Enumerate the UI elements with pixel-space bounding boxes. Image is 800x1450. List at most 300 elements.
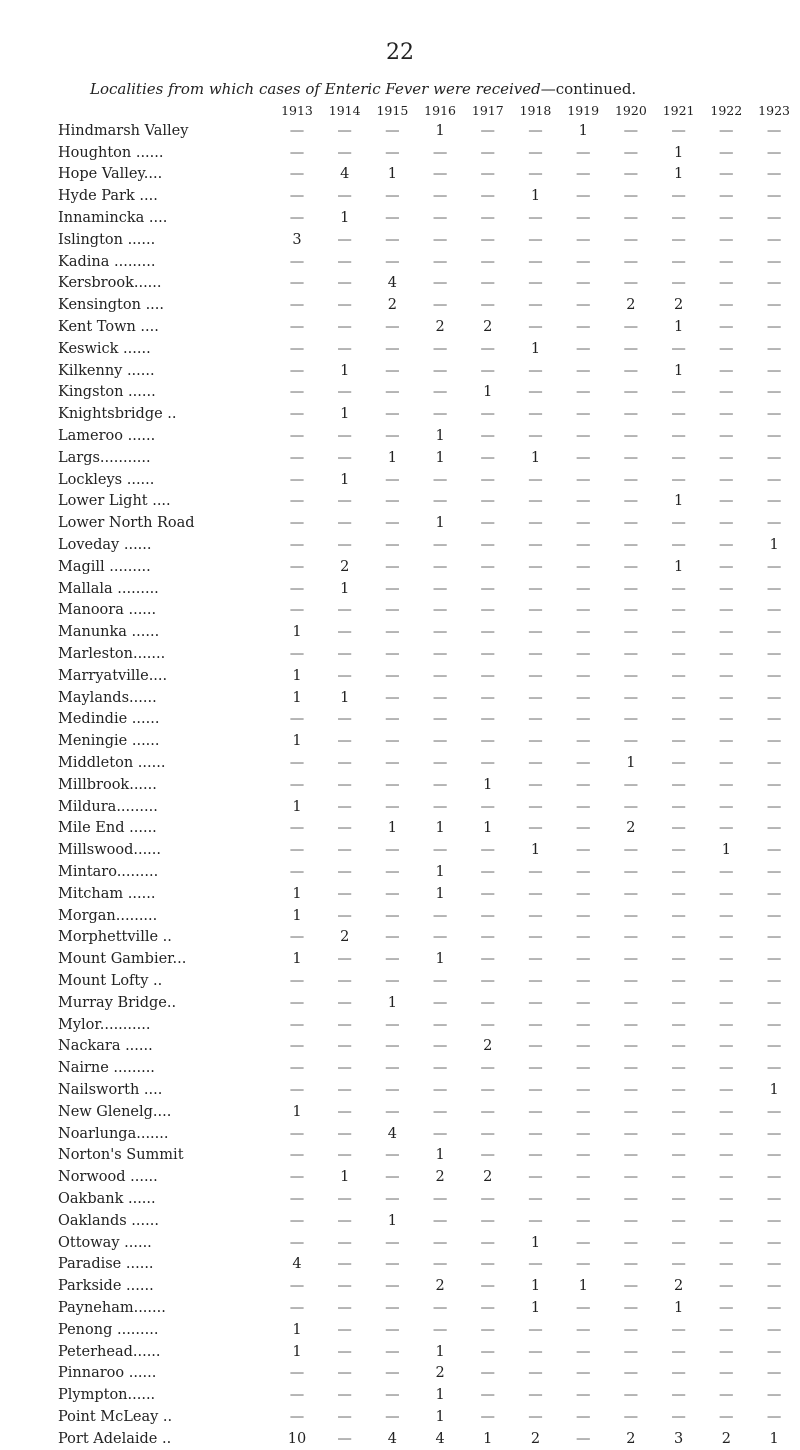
locality-name: Mylor........... xyxy=(58,1016,151,1033)
case-count-1914: — xyxy=(337,122,352,139)
case-count-1923: — xyxy=(766,820,782,837)
case-count-1917: — xyxy=(480,1190,496,1207)
case-count-1916: 2 xyxy=(435,1365,445,1382)
case-count-1913: 1 xyxy=(292,1103,302,1120)
case-count-1923: — xyxy=(766,602,782,619)
year-header-1916: 1916 xyxy=(424,102,456,118)
case-count-1913: — xyxy=(289,972,305,989)
case-count-1915: — xyxy=(385,122,400,139)
case-count-1923: — xyxy=(766,340,782,357)
case-count-1914: — xyxy=(337,1038,352,1055)
case-count-1917: — xyxy=(480,297,496,314)
case-count-1915: 1 xyxy=(387,1212,397,1229)
case-count-1918: — xyxy=(528,798,543,815)
case-count-1922: — xyxy=(719,362,734,379)
case-count-1915: — xyxy=(385,471,400,488)
case-count-1917: — xyxy=(480,1234,496,1251)
locality-name: Hyde Park .... xyxy=(58,188,158,205)
case-count-1919: — xyxy=(575,863,591,880)
case-count-1916: — xyxy=(432,755,448,771)
case-count-1923: — xyxy=(766,188,782,205)
case-count-1920: — xyxy=(623,275,639,292)
case-count-1913: — xyxy=(289,820,305,837)
case-count-1919: — xyxy=(575,929,591,946)
case-count-1919: — xyxy=(575,1081,591,1098)
case-count-1916: — xyxy=(432,340,448,357)
case-count-1921: — xyxy=(671,122,686,139)
year-header-1921: 1921 xyxy=(662,102,695,118)
locality-name: Port Adelaide .. xyxy=(58,1430,172,1447)
case-count-1916: — xyxy=(432,537,448,554)
case-count-1920: — xyxy=(623,515,639,532)
table-row xyxy=(58,796,798,818)
case-count-1914: 1 xyxy=(340,471,350,488)
case-count-1916: 1 xyxy=(435,1408,445,1425)
case-count-1923: — xyxy=(766,885,782,902)
case-count-1920: — xyxy=(623,994,639,1011)
case-count-1916: — xyxy=(432,1038,448,1055)
table-row xyxy=(58,883,798,905)
case-count-1914: — xyxy=(337,1365,352,1382)
table-row xyxy=(58,600,798,622)
table-row xyxy=(58,1079,798,1101)
case-count-1916: 1 xyxy=(435,1147,445,1164)
case-count-1921: — xyxy=(671,1103,686,1120)
case-count-1919: — xyxy=(575,319,591,336)
case-count-1913: — xyxy=(289,1387,305,1404)
case-count-1920: 2 xyxy=(626,297,636,314)
case-count-1916: — xyxy=(432,1321,448,1338)
case-count-1919: — xyxy=(575,885,591,902)
case-count-1921: 1 xyxy=(673,493,684,510)
locality-name: Mount Lofty .. xyxy=(58,972,163,989)
case-count-1917: — xyxy=(480,755,496,771)
case-count-1918: 1 xyxy=(530,188,541,205)
case-count-1918: — xyxy=(528,929,543,946)
case-count-1922: — xyxy=(719,406,734,423)
case-count-1923: — xyxy=(766,210,782,227)
case-count-1914: — xyxy=(337,1408,352,1425)
case-count-1918: — xyxy=(528,253,543,270)
case-count-1919: — xyxy=(575,144,591,161)
case-count-1922: — xyxy=(719,319,734,336)
case-count-1913: 10 xyxy=(287,1430,307,1447)
case-count-1922: — xyxy=(719,144,734,161)
case-count-1915: — xyxy=(385,1016,400,1033)
locality-name: Mount Gambier... xyxy=(58,951,187,968)
case-count-1916: 1 xyxy=(435,951,445,968)
case-count-1915: — xyxy=(385,1169,400,1186)
case-count-1922: 1 xyxy=(721,842,731,859)
case-count-1916: — xyxy=(432,188,448,205)
locality-name: Payneham....... xyxy=(58,1299,166,1316)
case-count-1915: — xyxy=(385,188,400,205)
case-count-1923: — xyxy=(766,362,782,379)
case-count-1922: — xyxy=(719,275,734,292)
case-count-1920: — xyxy=(623,537,639,554)
case-count-1922: — xyxy=(719,1278,734,1295)
case-count-1914: — xyxy=(337,1278,352,1295)
case-count-1922: — xyxy=(719,602,734,619)
locality-name: Point McLeay .. xyxy=(58,1408,173,1425)
case-count-1922: — xyxy=(719,798,734,815)
case-count-1919: — xyxy=(575,1365,591,1382)
case-count-1916: 1 xyxy=(435,449,445,466)
case-count-1914: — xyxy=(337,1387,352,1404)
case-count-1913: — xyxy=(289,863,305,880)
case-count-1918: — xyxy=(528,755,543,771)
case-count-1913: — xyxy=(289,929,305,946)
locality-name: New Glenelg.... xyxy=(58,1103,172,1120)
case-count-1914: 1 xyxy=(340,689,350,706)
case-count-1916: — xyxy=(432,842,448,859)
case-count-1915: — xyxy=(385,689,400,706)
case-count-1919: — xyxy=(575,711,591,728)
case-count-1919: — xyxy=(575,471,591,488)
case-count-1920: 1 xyxy=(626,755,636,771)
case-count-1916: — xyxy=(432,558,448,575)
case-count-1921: — xyxy=(671,449,686,466)
case-count-1919: — xyxy=(575,1125,591,1142)
case-count-1923: — xyxy=(766,1016,782,1033)
table-row xyxy=(58,818,798,840)
year-header-1917: 1917 xyxy=(471,102,504,118)
case-count-1921: — xyxy=(671,1016,686,1033)
case-count-1918: — xyxy=(528,231,543,248)
case-count-1917: — xyxy=(480,428,496,445)
locality-name: Meningie ...... xyxy=(58,733,160,750)
case-count-1913: 1 xyxy=(292,1321,302,1338)
case-count-1922: — xyxy=(719,253,734,270)
case-count-1923: — xyxy=(766,863,782,880)
case-count-1916: 4 xyxy=(435,1430,445,1447)
case-count-1914: — xyxy=(337,1190,352,1207)
case-count-1914: — xyxy=(337,1212,352,1229)
case-count-1919: — xyxy=(575,1387,591,1404)
locality-name: Hope Valley.... xyxy=(58,166,163,183)
case-count-1923: — xyxy=(766,253,782,270)
case-count-1921: — xyxy=(671,624,686,641)
case-count-1917: — xyxy=(480,907,496,924)
case-count-1921: — xyxy=(671,1125,686,1142)
case-count-1919: — xyxy=(575,1321,591,1338)
case-count-1915: — xyxy=(385,863,400,880)
case-count-1923: — xyxy=(766,1365,782,1382)
case-count-1914: — xyxy=(337,907,352,924)
case-count-1917: — xyxy=(480,646,496,663)
table-row xyxy=(58,1210,798,1232)
case-count-1914: — xyxy=(337,711,352,728)
case-count-1919: — xyxy=(575,1212,591,1229)
case-count-1917: — xyxy=(480,275,496,292)
case-count-1913: — xyxy=(289,1016,305,1033)
case-count-1913: 1 xyxy=(292,667,302,684)
case-count-1913: 1 xyxy=(292,689,302,706)
case-count-1923: — xyxy=(766,646,782,663)
case-count-1914: — xyxy=(337,1234,352,1251)
case-count-1922: — xyxy=(719,1256,734,1273)
case-count-1917: 2 xyxy=(483,319,493,336)
year-header-1915: 1915 xyxy=(376,102,409,118)
case-count-1918: — xyxy=(528,1103,543,1120)
case-count-1920: — xyxy=(623,253,639,270)
case-count-1917: — xyxy=(480,449,496,466)
case-count-1922: — xyxy=(719,558,734,575)
case-count-1914: — xyxy=(337,1060,352,1077)
case-count-1916: — xyxy=(432,776,448,793)
case-count-1917: — xyxy=(480,188,496,205)
case-count-1921: 1 xyxy=(673,558,684,575)
case-count-1922: — xyxy=(719,188,734,205)
case-count-1913: — xyxy=(289,297,305,314)
case-count-1921: — xyxy=(671,384,686,401)
case-count-1918: — xyxy=(528,580,543,597)
case-count-1919: — xyxy=(575,406,591,423)
case-count-1916: — xyxy=(432,1212,448,1229)
case-count-1916: — xyxy=(432,1125,448,1142)
case-count-1923: — xyxy=(766,1169,782,1186)
table-row xyxy=(58,382,798,404)
case-count-1913: — xyxy=(289,1125,305,1142)
case-count-1913: — xyxy=(289,1169,305,1186)
case-count-1922: — xyxy=(719,428,734,445)
case-count-1921: — xyxy=(671,951,686,968)
case-count-1920: — xyxy=(623,624,639,641)
case-count-1921: — xyxy=(671,428,686,445)
case-count-1918: — xyxy=(528,776,543,793)
case-count-1923: — xyxy=(766,558,782,575)
case-count-1916: — xyxy=(432,362,448,379)
case-count-1913: — xyxy=(289,602,305,619)
table-row xyxy=(58,643,798,665)
locality-name: Medindie ...... xyxy=(58,711,160,728)
case-count-1921: — xyxy=(671,1081,686,1098)
case-count-1915: — xyxy=(385,493,400,510)
locality-name: Mitcham ...... xyxy=(58,885,156,902)
case-count-1919: — xyxy=(575,1408,591,1425)
case-count-1914: — xyxy=(337,231,352,248)
case-count-1921: — xyxy=(671,929,686,946)
locality-name: Lameroo ...... xyxy=(58,428,156,445)
case-count-1918: — xyxy=(528,1256,543,1273)
case-count-1913: — xyxy=(289,1365,305,1382)
case-count-1913: — xyxy=(289,384,305,401)
case-count-1916: — xyxy=(432,210,448,227)
case-count-1920: — xyxy=(623,319,639,336)
case-count-1920: — xyxy=(623,580,639,597)
case-count-1918: — xyxy=(528,624,543,641)
case-count-1916: — xyxy=(432,297,448,314)
locality-name: Noarlunga....... xyxy=(58,1125,169,1142)
case-count-1921: — xyxy=(671,776,686,793)
case-count-1913: — xyxy=(289,1408,305,1425)
locality-name: Mildura......... xyxy=(58,798,158,815)
case-count-1914: 4 xyxy=(340,166,350,183)
table-row xyxy=(58,621,798,643)
case-count-1915: — xyxy=(385,1190,400,1207)
table-row xyxy=(58,1406,798,1428)
case-count-1917: — xyxy=(480,231,496,248)
case-count-1918: — xyxy=(528,319,543,336)
case-count-1922: — xyxy=(719,1147,734,1164)
case-count-1923: — xyxy=(766,471,782,488)
case-count-1922: — xyxy=(719,537,734,554)
case-count-1915: — xyxy=(385,558,400,575)
year-header-1920: 1920 xyxy=(614,102,647,118)
case-count-1919: — xyxy=(575,231,591,248)
case-count-1916: — xyxy=(432,1299,448,1316)
locality-name: Knightsbridge .. xyxy=(58,406,177,423)
case-count-1915: — xyxy=(385,1234,400,1251)
case-count-1913: — xyxy=(289,210,305,227)
case-count-1916: — xyxy=(432,231,448,248)
case-count-1922: — xyxy=(719,667,734,684)
case-count-1918: — xyxy=(528,1147,543,1164)
table-row xyxy=(58,1275,798,1297)
case-count-1913: 1 xyxy=(292,907,302,924)
table-row xyxy=(58,687,798,709)
case-count-1921: 1 xyxy=(673,144,684,161)
case-count-1917: — xyxy=(480,1278,496,1295)
case-count-1915: — xyxy=(385,1060,400,1077)
case-count-1921: — xyxy=(671,602,686,619)
case-count-1913: — xyxy=(289,1299,305,1316)
case-count-1917: 2 xyxy=(483,1038,493,1055)
case-count-1918: 1 xyxy=(530,1299,541,1316)
locality-name: Millswood...... xyxy=(58,842,162,859)
case-count-1913: — xyxy=(289,471,305,488)
case-count-1923: — xyxy=(766,319,782,336)
locality-name: Millbrook...... xyxy=(58,776,157,793)
case-count-1916: — xyxy=(432,275,448,292)
case-count-1913: — xyxy=(289,122,305,139)
case-count-1921: — xyxy=(671,1365,686,1382)
case-count-1918: — xyxy=(528,994,543,1011)
table-row xyxy=(58,251,798,273)
table-row xyxy=(58,294,798,316)
case-count-1914: — xyxy=(337,1256,352,1273)
case-count-1918: — xyxy=(528,362,543,379)
table-row xyxy=(58,905,798,927)
case-count-1917: — xyxy=(480,842,496,859)
case-count-1917: — xyxy=(480,1321,496,1338)
case-count-1916: — xyxy=(432,1190,448,1207)
case-count-1918: — xyxy=(528,406,543,423)
case-count-1923: — xyxy=(766,275,782,292)
case-count-1915: 4 xyxy=(387,1430,397,1447)
table-row xyxy=(58,316,798,338)
locality-name: Keswick ...... xyxy=(58,340,151,357)
table-row xyxy=(58,1297,798,1319)
case-count-1918: — xyxy=(528,384,543,401)
case-count-1915: — xyxy=(385,1365,400,1382)
case-count-1919: — xyxy=(575,1016,591,1033)
case-count-1922: — xyxy=(719,210,734,227)
case-count-1917: 1 xyxy=(483,820,493,837)
table-row xyxy=(58,1384,798,1406)
case-count-1913: 1 xyxy=(292,733,302,750)
locality-name: Kingston ...... xyxy=(58,384,156,401)
case-count-1919: — xyxy=(575,1430,591,1447)
table-row xyxy=(58,1341,798,1363)
case-count-1918: — xyxy=(528,1125,543,1142)
table-row xyxy=(58,948,798,970)
case-count-1922: — xyxy=(719,1169,734,1186)
case-count-1918: — xyxy=(528,863,543,880)
case-count-1914: — xyxy=(337,994,352,1011)
case-count-1915: — xyxy=(385,776,400,793)
locality-name: Kersbrook...... xyxy=(58,275,162,292)
case-count-1921: — xyxy=(671,711,686,728)
case-count-1920: — xyxy=(623,776,639,793)
case-count-1917: 2 xyxy=(483,1169,493,1186)
case-count-1913: — xyxy=(289,362,305,379)
case-count-1919: — xyxy=(575,558,591,575)
case-count-1921: — xyxy=(671,1256,686,1273)
case-count-1921: 1 xyxy=(673,1299,684,1316)
case-count-1917: — xyxy=(480,1060,496,1077)
case-count-1914: — xyxy=(337,1321,352,1338)
case-count-1922: — xyxy=(719,1299,734,1316)
case-count-1915: 1 xyxy=(387,994,397,1011)
case-count-1922: — xyxy=(719,1103,734,1120)
case-count-1921: — xyxy=(671,755,686,771)
case-count-1921: — xyxy=(671,667,686,684)
case-count-1921: — xyxy=(671,1190,686,1207)
case-count-1913: — xyxy=(289,755,305,771)
case-count-1918: — xyxy=(528,711,543,728)
case-count-1920: — xyxy=(623,1343,639,1360)
case-count-1914: — xyxy=(337,972,352,989)
locality-name: Oaklands ...... xyxy=(58,1212,159,1229)
case-count-1920: — xyxy=(623,885,639,902)
case-count-1923: — xyxy=(766,733,782,750)
case-count-1914: — xyxy=(337,646,352,663)
case-count-1916: — xyxy=(432,1016,448,1033)
locality-name: Mile End ...... xyxy=(58,820,157,837)
case-count-1914: — xyxy=(337,951,352,968)
case-count-1913: 3 xyxy=(292,231,302,248)
case-count-1921: 2 xyxy=(673,1278,684,1295)
case-count-1922: — xyxy=(719,384,734,401)
case-count-1916: 1 xyxy=(435,1387,445,1404)
case-count-1917: — xyxy=(480,362,496,379)
locality-name: Innamincka .... xyxy=(58,210,168,227)
year-header-1919: 1919 xyxy=(567,102,600,118)
locality-name: Norwood ...... xyxy=(58,1169,158,1186)
case-count-1920: — xyxy=(623,558,639,575)
case-count-1914: — xyxy=(337,602,352,619)
case-count-1920: — xyxy=(623,863,639,880)
case-count-1913: 1 xyxy=(292,1343,302,1360)
case-count-1915: — xyxy=(385,1038,400,1055)
case-count-1916: — xyxy=(432,166,448,183)
case-count-1921: — xyxy=(671,994,686,1011)
case-count-1917: — xyxy=(480,515,496,532)
case-count-1918: — xyxy=(528,820,543,837)
case-count-1917: — xyxy=(480,733,496,750)
case-count-1923: — xyxy=(766,231,782,248)
case-count-1919: — xyxy=(575,820,591,837)
case-count-1922: — xyxy=(719,711,734,728)
case-count-1919: — xyxy=(575,253,591,270)
locality-name: Mallala ......... xyxy=(58,580,159,597)
case-count-1917: — xyxy=(480,1103,496,1120)
case-count-1918: — xyxy=(528,1321,543,1338)
case-count-1918: — xyxy=(528,558,543,575)
case-count-1915: — xyxy=(385,340,400,357)
case-count-1914: — xyxy=(337,515,352,532)
